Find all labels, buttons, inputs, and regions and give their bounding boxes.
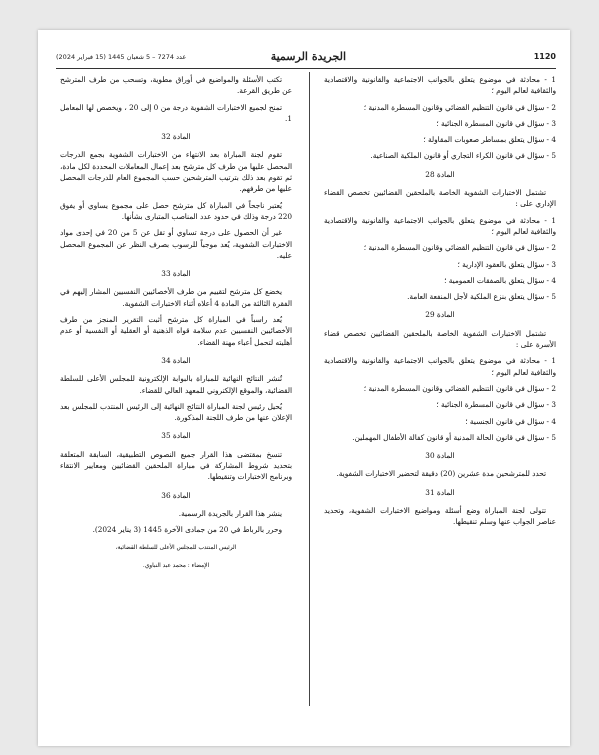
list-item: 1 - محادثة في موضوع يتعلق بالجوانب الاجتماعية والقانونية والاقتصادية والثقافية لعالم اليوم ؛ [324, 75, 556, 96]
list-item: 5 - سؤال يتعلق بنزع الملكية لأجل المنفعة العامة. [407, 292, 556, 302]
list-item: 1 - محادثة في موضوع يتعلق بالجوانب الاجتماعية والقانونية والاقتصادية والثقافية لعالم اليوم ؛ [324, 356, 556, 377]
article-heading: المادة 31 [425, 487, 455, 497]
list-item: 2 - سؤال في قانون التنظيم القضائي وقانون المسطرة المدنية ؛ [363, 243, 556, 253]
article-text: يُحيل رئيس لجنة المباراة النتائج النهائية إلى الرئيس المنتدب للمجلس بعد الإعلان عنها من طرف اللجنة المذكورة. [60, 401, 292, 423]
left-column [60, 74, 292, 571]
article-heading: المادة 28 [425, 169, 455, 179]
page-number: 1120 [533, 52, 556, 61]
article-text: تمنح لجميع الاختبارات الشفوية درجة من 0 إلى 20 ، ويخصص لها المعامل 1. [60, 102, 292, 123]
article-heading: المادة 36 [161, 490, 191, 500]
column-divider [309, 72, 310, 706]
article-text: يُعد راسباً في المباراة كل مترشح أثبت التقرير المنجز من طرف الأخصائيين النفسيين عدم سلامة قواه الذهنية أو العقلية أو النفسية أو عدم أهليته لتحمل أعباء مهنة القضاء. [60, 315, 292, 347]
gazette-page [38, 30, 570, 746]
list-item: 4 - سؤال يتعلق بمساطر صعوبات المقاولة ؛ [423, 135, 556, 145]
issue-info: عدد 7274 – 5 شعبان 1445 (15 فبراير 2024) [56, 53, 187, 61]
article-heading: المادة 33 [161, 269, 191, 279]
list-item: 3 - سؤال في قانون المسطرة الجنائية ؛ [436, 118, 556, 128]
article-text: يخضع كل مترشح لتقييم من طرف الأخصائيين النفسيين المشار إليهم في الفقرة الثالثة من المادة 4 أعلاه أثناء الاختبارات الشفوية. [60, 287, 292, 308]
list-item: 5 - سؤال في قانون الحالة المدنية أو قانون كفالة الأطفال المهملين. [352, 432, 556, 442]
gazette-title: الجريدة الرسمية [270, 50, 346, 63]
signature: الإمضاء : محمد عبد النباوي. [142, 563, 210, 570]
list-item: 1 - محادثة في موضوع يتعلق بالجوانب الاجتماعية والقانونية والاقتصادية والثقافية لعالم اليوم ؛ [324, 215, 556, 236]
article-text: تقوم لجنة المباراة بعد الانتهاء من الاختبارات الشفوية بجمع الدرجات المحصل عليها من طرف كل مترشح بعد إعمال المعاملات المحددة لكل مادة، ثم تقوم بعد ذلك بترتيب المترشحين حسب المجموع العام للدرجات المحصل عليها من طرفهم. [60, 150, 292, 194]
article-heading: المادة 30 [425, 451, 455, 461]
signatory-title: الرئيس المنتدب للمجلس الأعلى للسلطة القضائية، [115, 544, 237, 551]
list-item: 2 - سؤال في قانون التنظيم القضائي وقانون المسطرة المدنية ؛ [363, 383, 556, 393]
list-item: 5 - سؤال في قانون الكراء التجاري أو قانون الملكية الصناعية. [370, 151, 556, 161]
article-text: تنسخ بمقتضى هذا القرار جميع النصوص التطبيقية، السابقة المتعلقة بتحديد شروط المشاركة في مباراة الملحقين القضائيين ومعايير الانتقاء وبرنامج الاختبارات وتنقيطها. [60, 449, 292, 482]
article-heading: المادة 35 [161, 431, 191, 441]
article-text: تشتمل الاختبارات الشفوية الخاصة بالملحقين القضائيين تخصص القضاء الإداري على : [324, 188, 556, 209]
header-rule [56, 68, 556, 69]
article-text: تُنشر النتائج النهائية للمباراة بالبوابة الإلكترونية للمجلس الأعلى للسلطة القضائية، والموقع الإلكتروني للمعهد العالي للقضاء. [60, 374, 292, 395]
article-heading: المادة 29 [425, 310, 455, 320]
list-item: 4 - سؤال في قانون الجنسية ؛ [465, 416, 556, 426]
article-text: تحدد للمترشحين مدة عشرين (20) دقيقة لتحضير الاختبارات الشفوية. [336, 469, 546, 479]
article-heading: المادة 32 [161, 132, 191, 142]
article-text: تكتب الأسئلة والمواضيع في أوراق مطوية، وتسحب من طرف المترشح عن طريق القرعة. [60, 75, 292, 96]
right-column [324, 74, 556, 533]
list-item: 3 - سؤال في قانون المسطرة الجنائية ؛ [436, 400, 556, 410]
date-line: وحرر بالرباط في 20 من جمادى الآخرة 1445 (3 يناير 2024). [92, 525, 282, 535]
article-text: تشتمل الاختبارات الشفوية الخاصة بالملحقين القضائيين تخصص قضاء الأسرة على : [324, 328, 556, 350]
article-heading: المادة 34 [161, 355, 191, 365]
article-text: غير أن الحصول على درجة تساوي أو تقل عن 5 من 20 في إحدى مواد الاختبارات الشفوية، يُعد موجباً للرسوب بصرف النظر عن المجموع المحصل عليه. [60, 228, 292, 260]
list-item: 3 - سؤال يتعلق بالعقود الإدارية ؛ [457, 259, 556, 269]
list-item: 4 - سؤال يتعلق بالصفقات العمومية ؛ [444, 275, 556, 285]
page-header [56, 52, 556, 66]
article-text: ينشر هذا القرار بالجريدة الرسمية. [178, 508, 282, 518]
list-item: 2 - سؤال في قانون التنظيم القضائي وقانون المسطرة المدنية ؛ [363, 102, 556, 112]
article-text: تتولى لجنة المباراة وضع أسئلة ومواضيع الاختبارات الشفوية، وتحديد عناصر الجواب عنها وسلم تنقيطها. [324, 506, 556, 527]
article-text: يُعتبر ناجحاً في المباراة كل مترشح حصل على مجموع يساوي أو يفوق 220 درجة وذلك في حدود عدد المناصب المتبارى بشأنها. [60, 200, 292, 221]
